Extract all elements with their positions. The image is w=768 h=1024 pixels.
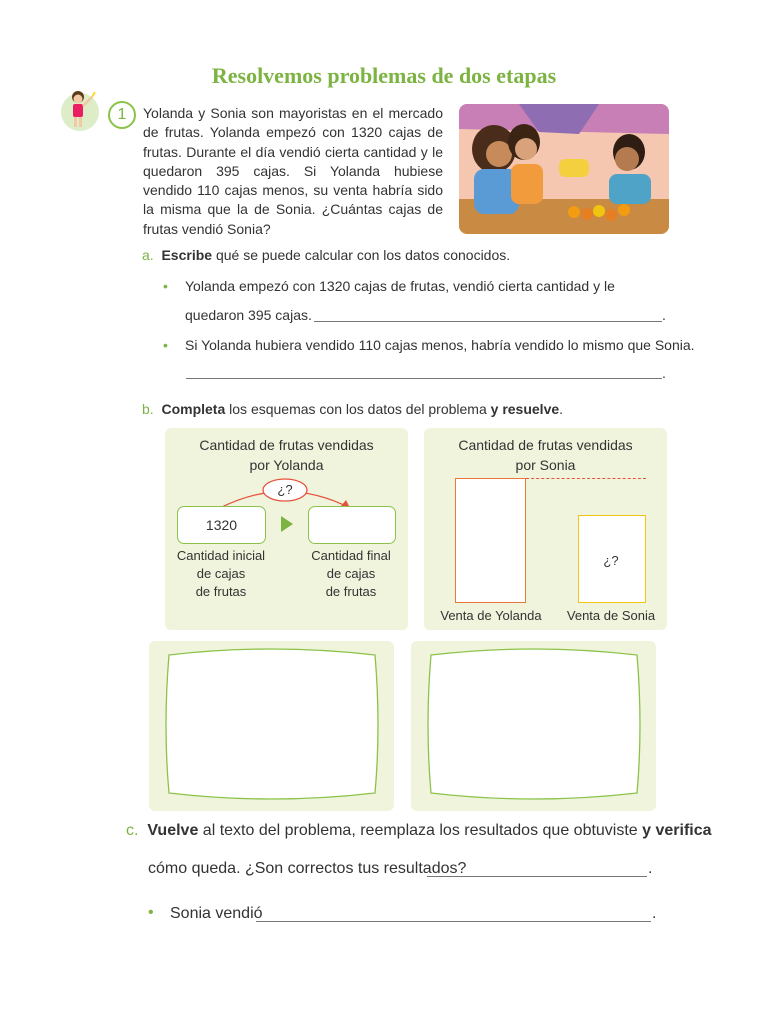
- work-frame-right[interactable]: [411, 641, 656, 811]
- schema-yolanda-title-1: Cantidad de frutas vendidas: [199, 437, 374, 453]
- yolanda-sale-caption: Venta de Yolanda: [440, 608, 542, 623]
- sonia-sale-caption: Venta de Sonia: [566, 608, 656, 623]
- page-title: Resolvemos problemas de dos etapas: [211, 63, 557, 88]
- part-b-heading: b. Completa los esquemas con los datos del problema y resuelve.: [142, 401, 564, 417]
- unknown-sold-label: ¿?: [277, 482, 293, 497]
- problem-text: Yolanda y Sonia son mayoristas en el mercado de frutas. Yolanda empezó con 1320 cajas de frutas. Durante el día vendió cierta cantidad y le quedaron 395 cajas. Si Yolanda hubiese vendido 110 cajas menos, su venta habría sido la misma que la de Sonia. ¿Cuántas cajas de frutas vendió Sonia?: [143, 105, 443, 237]
- market-illustration: [459, 104, 669, 234]
- part-c-line-2: cómo queda. ¿Son correctos tus resultados?: [148, 860, 467, 877]
- bullet-2-text: Si Yolanda hubiera vendido 110 cajas menos, habría vendido lo mismo que Sonia.: [185, 337, 695, 353]
- sonia-unknown-label: ¿?: [603, 553, 619, 568]
- bullet-1-line-2: quedaron 395 cajas.: [185, 307, 312, 323]
- final-amount-caption: Cantidad final de cajas de frutas: [311, 548, 391, 599]
- answer-line-4[interactable]: [256, 921, 651, 922]
- answer-line-2[interactable]: [186, 378, 662, 379]
- schema-yolanda-title-2: por Yolanda: [249, 457, 324, 473]
- answer-line-1[interactable]: [314, 321, 662, 322]
- bullet-1-line-1: Yolanda empezó con 1320 cajas de frutas, vendió cierta cantidad y le: [185, 278, 615, 294]
- sonia-sold-label: Sonia vendió: [170, 905, 263, 922]
- bullet-icon: •: [163, 278, 168, 294]
- reference-dashed-line: [526, 478, 646, 479]
- work-frame-left[interactable]: [149, 641, 394, 811]
- part-c-heading: c. Vuelve al texto del problema, reemplaza los resultados que obtuviste y verifica: [126, 822, 712, 839]
- schema-sonia-title-1: Cantidad de frutas vendidas: [458, 437, 633, 453]
- problem-number: 1: [108, 101, 136, 129]
- schema-sonia-title-2: por Sonia: [515, 457, 576, 473]
- period: .: [662, 307, 666, 323]
- bullet-icon: •: [148, 904, 154, 921]
- period: .: [662, 365, 666, 381]
- part-a-heading: a. Escribe qué se puede calcular con los datos conocidos.: [142, 247, 511, 263]
- answer-line-3[interactable]: [427, 876, 647, 877]
- girl-character-icon: [58, 86, 104, 132]
- play-arrow-icon: [279, 514, 295, 534]
- final-amount-box[interactable]: [308, 506, 396, 544]
- initial-amount-caption: Cantidad inicial de cajas de frutas: [176, 548, 266, 599]
- bullet-icon: •: [163, 337, 168, 353]
- period: .: [652, 905, 657, 922]
- yolanda-sale-bar: [455, 478, 526, 603]
- initial-amount-box: 1320: [177, 506, 266, 544]
- period: .: [648, 860, 653, 877]
